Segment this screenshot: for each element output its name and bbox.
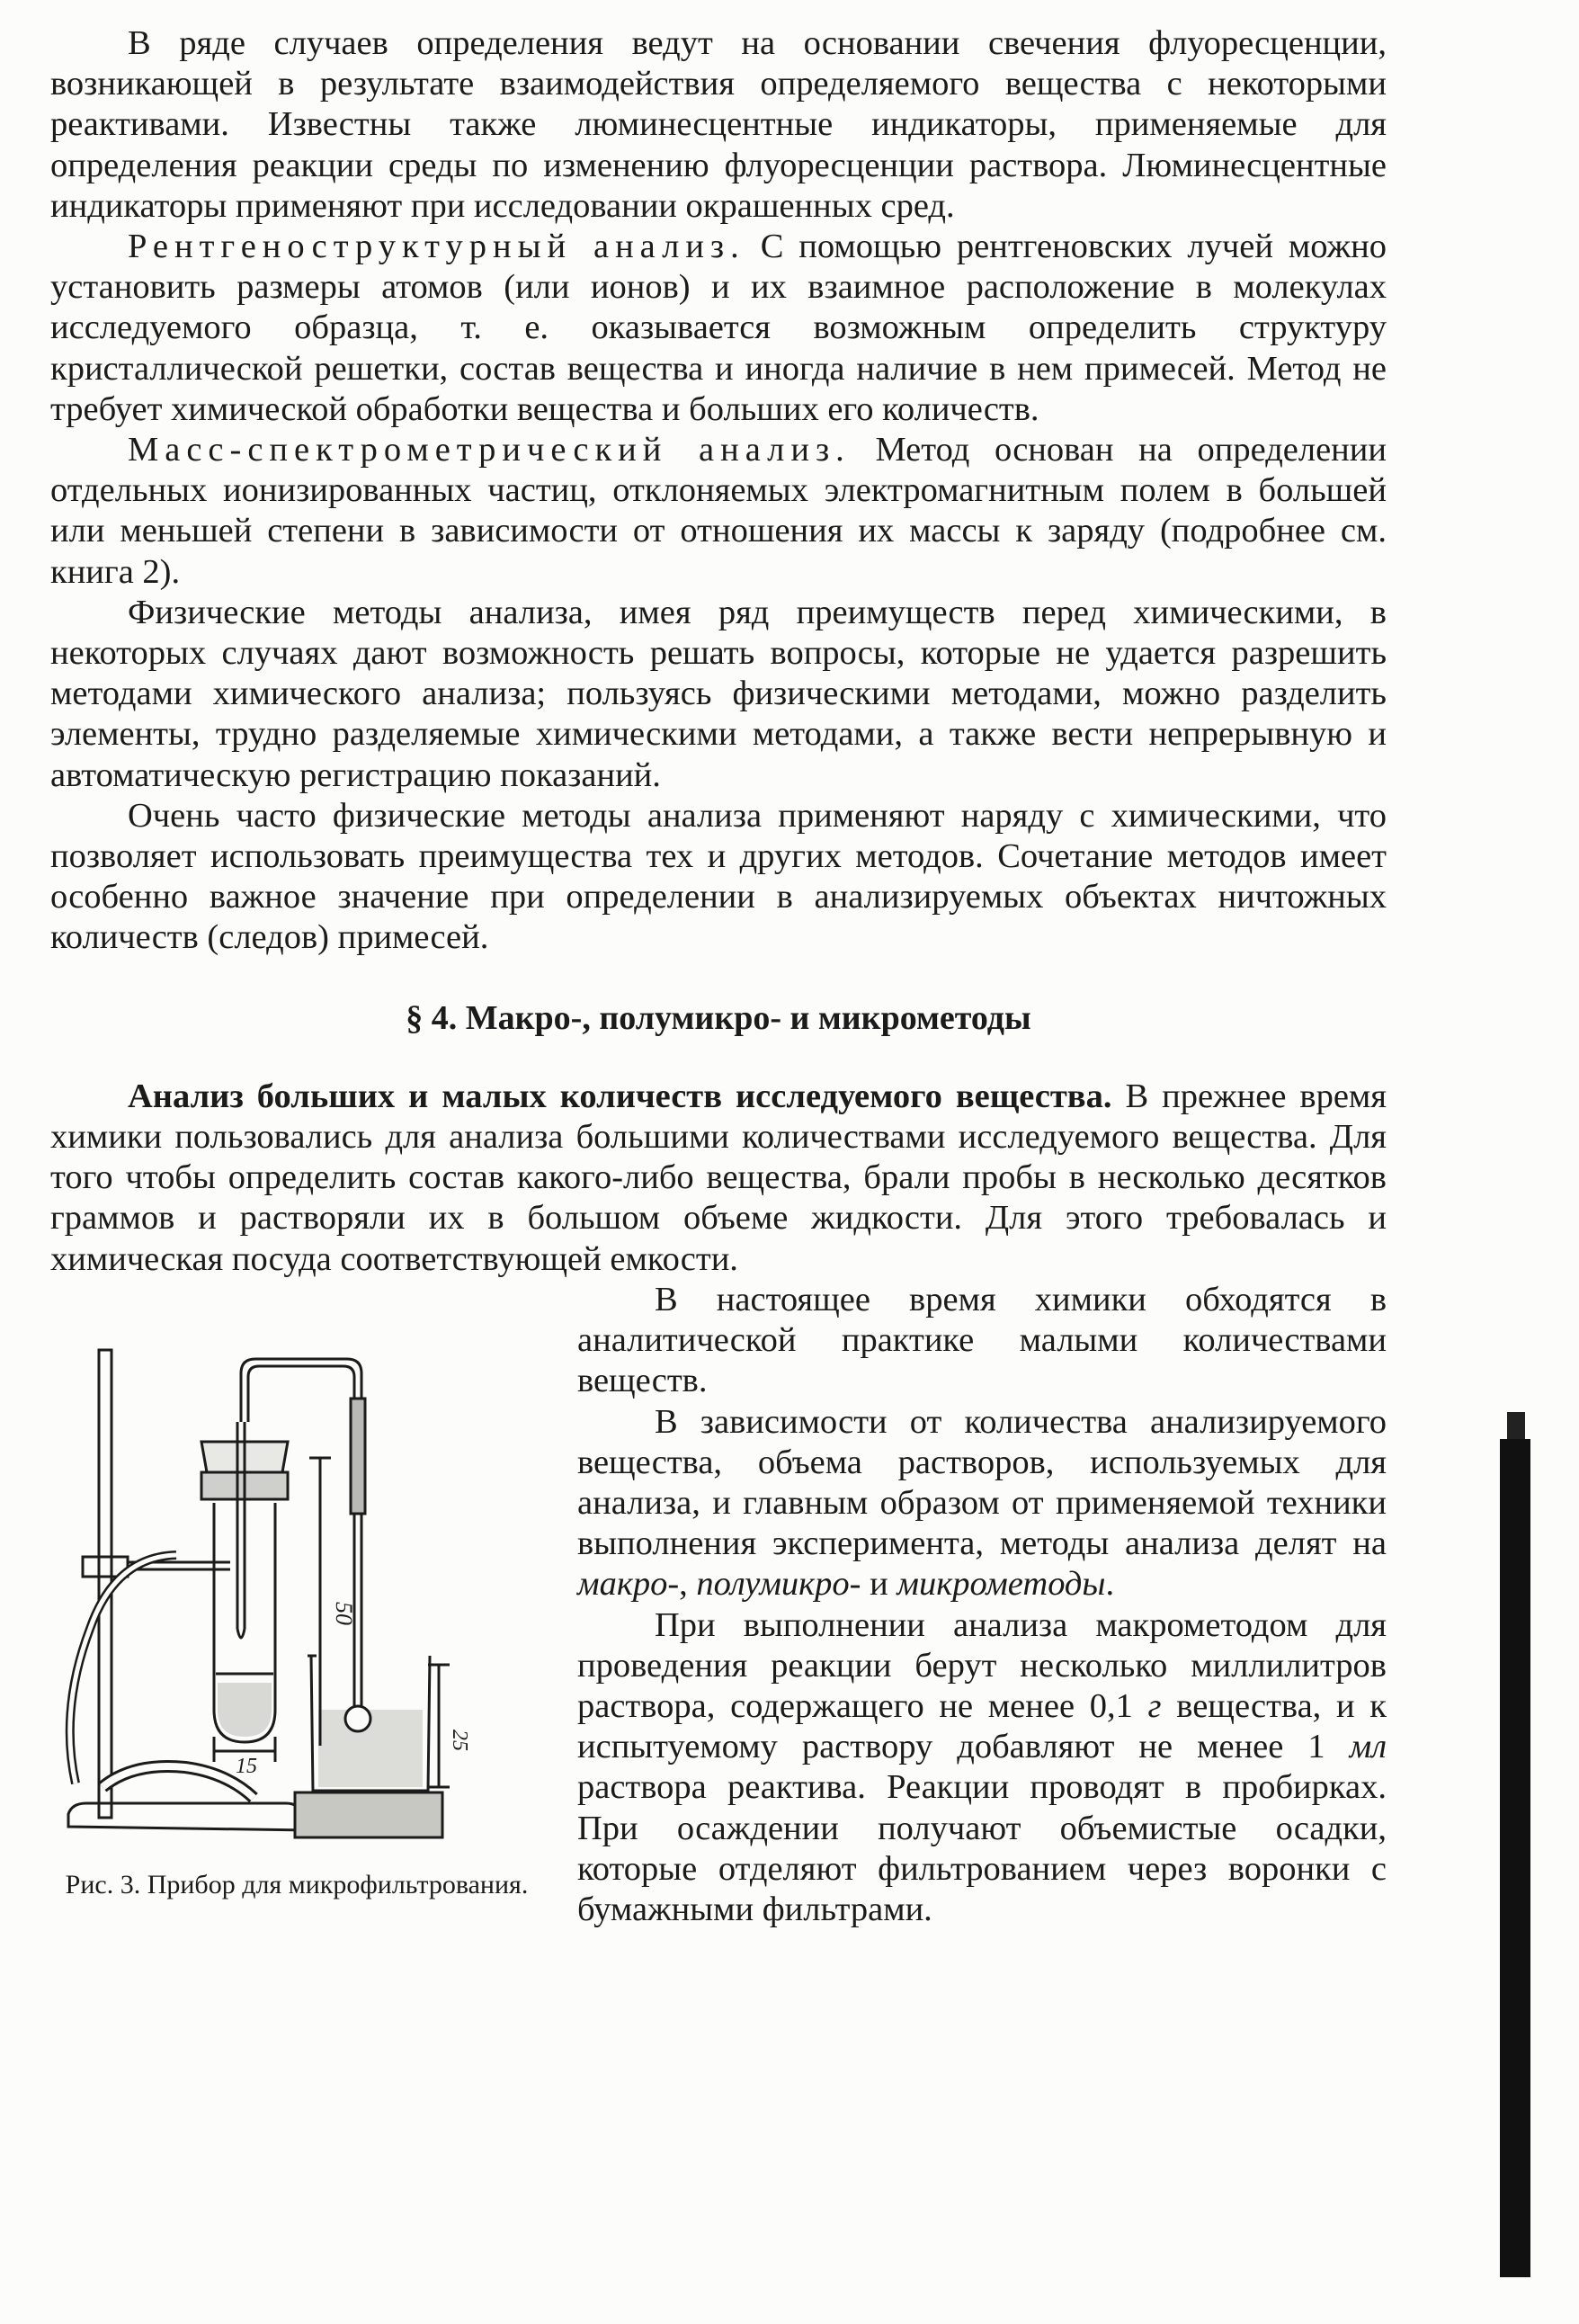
paragraph-fluorescence: В ряде случаев определения ведут на основании свечения флуоресценции, возникающей в результате взаимодействия определяемого вещества с некоторыми реактивами. Известны также люминесцентные индикаторы, применяемые для определения реакции среды по изменению флуоресценции раствора. Люминесцентные индикаторы применяют при исследовании окрашенных сред. <box>50 24 1387 225</box>
section-title: § 4. Макро-, полумикро- и микрометоды <box>406 998 1031 1037</box>
paragraph-mass-spec <box>50 430 1387 593</box>
subheading: Анализ больших и малых количеств исследуемого вещества. <box>128 1077 1112 1115</box>
dimension-15: 15 <box>236 1754 257 1778</box>
sep-1: , <box>679 1565 697 1604</box>
apparatus-drawing <box>50 1287 543 1863</box>
paragraph-present: В настоящее время химики обходятся в аналитической практике малыми количествами веществ. <box>577 1280 1387 1400</box>
paragraph-combination: Очень часто физические методы анализа применяют наряду с химическими, что позволяет использовать преимущества тех и других методов. Сочетание методов имеет особенно важное значение при определении в анализируемых объектах ничтожных количеств (следов) примесей. <box>50 796 1387 957</box>
term-semimicro: полумикро- <box>696 1565 861 1604</box>
term-micro: микрометоды <box>897 1565 1106 1604</box>
figure-caption: Рис. 3. Прибор для микрофильтрования. <box>65 1869 529 1899</box>
text-macromethod-b: вещества, и к испытуемому раствору добавляют не менее 1 <box>577 1686 1387 1766</box>
block <box>295 1792 442 1837</box>
paragraph-xray <box>50 227 1387 430</box>
text-macromethod-a: При выполнении анализа макрометодом для проведения реакции берут несколько миллилитров раствора, содержащего не менее 0,1 <box>577 1605 1387 1725</box>
page-text <box>50 23 1387 1951</box>
text-xray: С помощью рентгеновских лучей можно установить размеры атомов (или ионов) и их взаимное расположение в молекулах исследуемого образца, т. е. оказывается возможным определить структуру кристаллической решетки, состав вещества и иногда наличие в нем примесей. Метод не требует химической обработки вещества и больших его количеств. <box>50 228 1387 428</box>
unit-gram: г <box>1147 1686 1162 1725</box>
text-classification: В зависимости от количества анализируемого вещества, объема растворов, используемых для анализа, и главным образом от применяемой техники выполнения эксперимента, методы анализа делят на <box>577 1402 1387 1563</box>
dimension-25: 25 <box>448 1729 471 1751</box>
sep-end: . <box>1105 1565 1115 1604</box>
text-mass-spec: Метод основан на определении отдельных ионизированных частиц, отклоняемых электромагнитным полем в большей или меньшей степени в зависимости от отношения их массы к заряду (подробнее см. книга 2). <box>50 431 1387 591</box>
scan-edge-mark <box>1507 1412 1525 1443</box>
text-macromethod-c: раствора реактива. Реакции проводят в пробирках. При осаждении получают объемистые осадки, которые отделяют фильтрованием через воронки с бумажными фильтрами. <box>577 1768 1387 1928</box>
paragraph-physical-methods: Физические методы анализа, имея ряд преимуществ перед химическими, в некоторых случаях дают возможность решать вопросы, которые не удается разрешить методами химического анализа; пользуясь физическими методами, можно разделить элементы, трудно разделяемые химическими методами, а также вести непрерывную и автоматическую регистрацию показаний. <box>50 593 1387 794</box>
sep-and: и <box>861 1565 897 1604</box>
figure-microfiltration <box>50 1287 543 1951</box>
term-macro: макро- <box>577 1565 680 1604</box>
dimension-50: 50 <box>331 1601 357 1625</box>
paragraph-large-small <box>50 1077 1387 1280</box>
text-large-small: В прежнее время химики пользовались для анализа большими количествами исследуемого вещества. Для того чтобы определить состав какого-либо вещества, брали пробы в несколько десятков граммов и растворяли их в большом объеме жидкости. Для этого требовалась и химическая посуда соответствующей емкости. <box>50 1077 1387 1278</box>
unit-ml: мл <box>1349 1728 1387 1766</box>
scan-edge-bar <box>1500 1439 1530 2277</box>
term-mass-spec: Масс-спектрометрический анализ. <box>128 431 851 469</box>
term-xray: Рентгеноструктурный анализ. <box>128 228 745 266</box>
